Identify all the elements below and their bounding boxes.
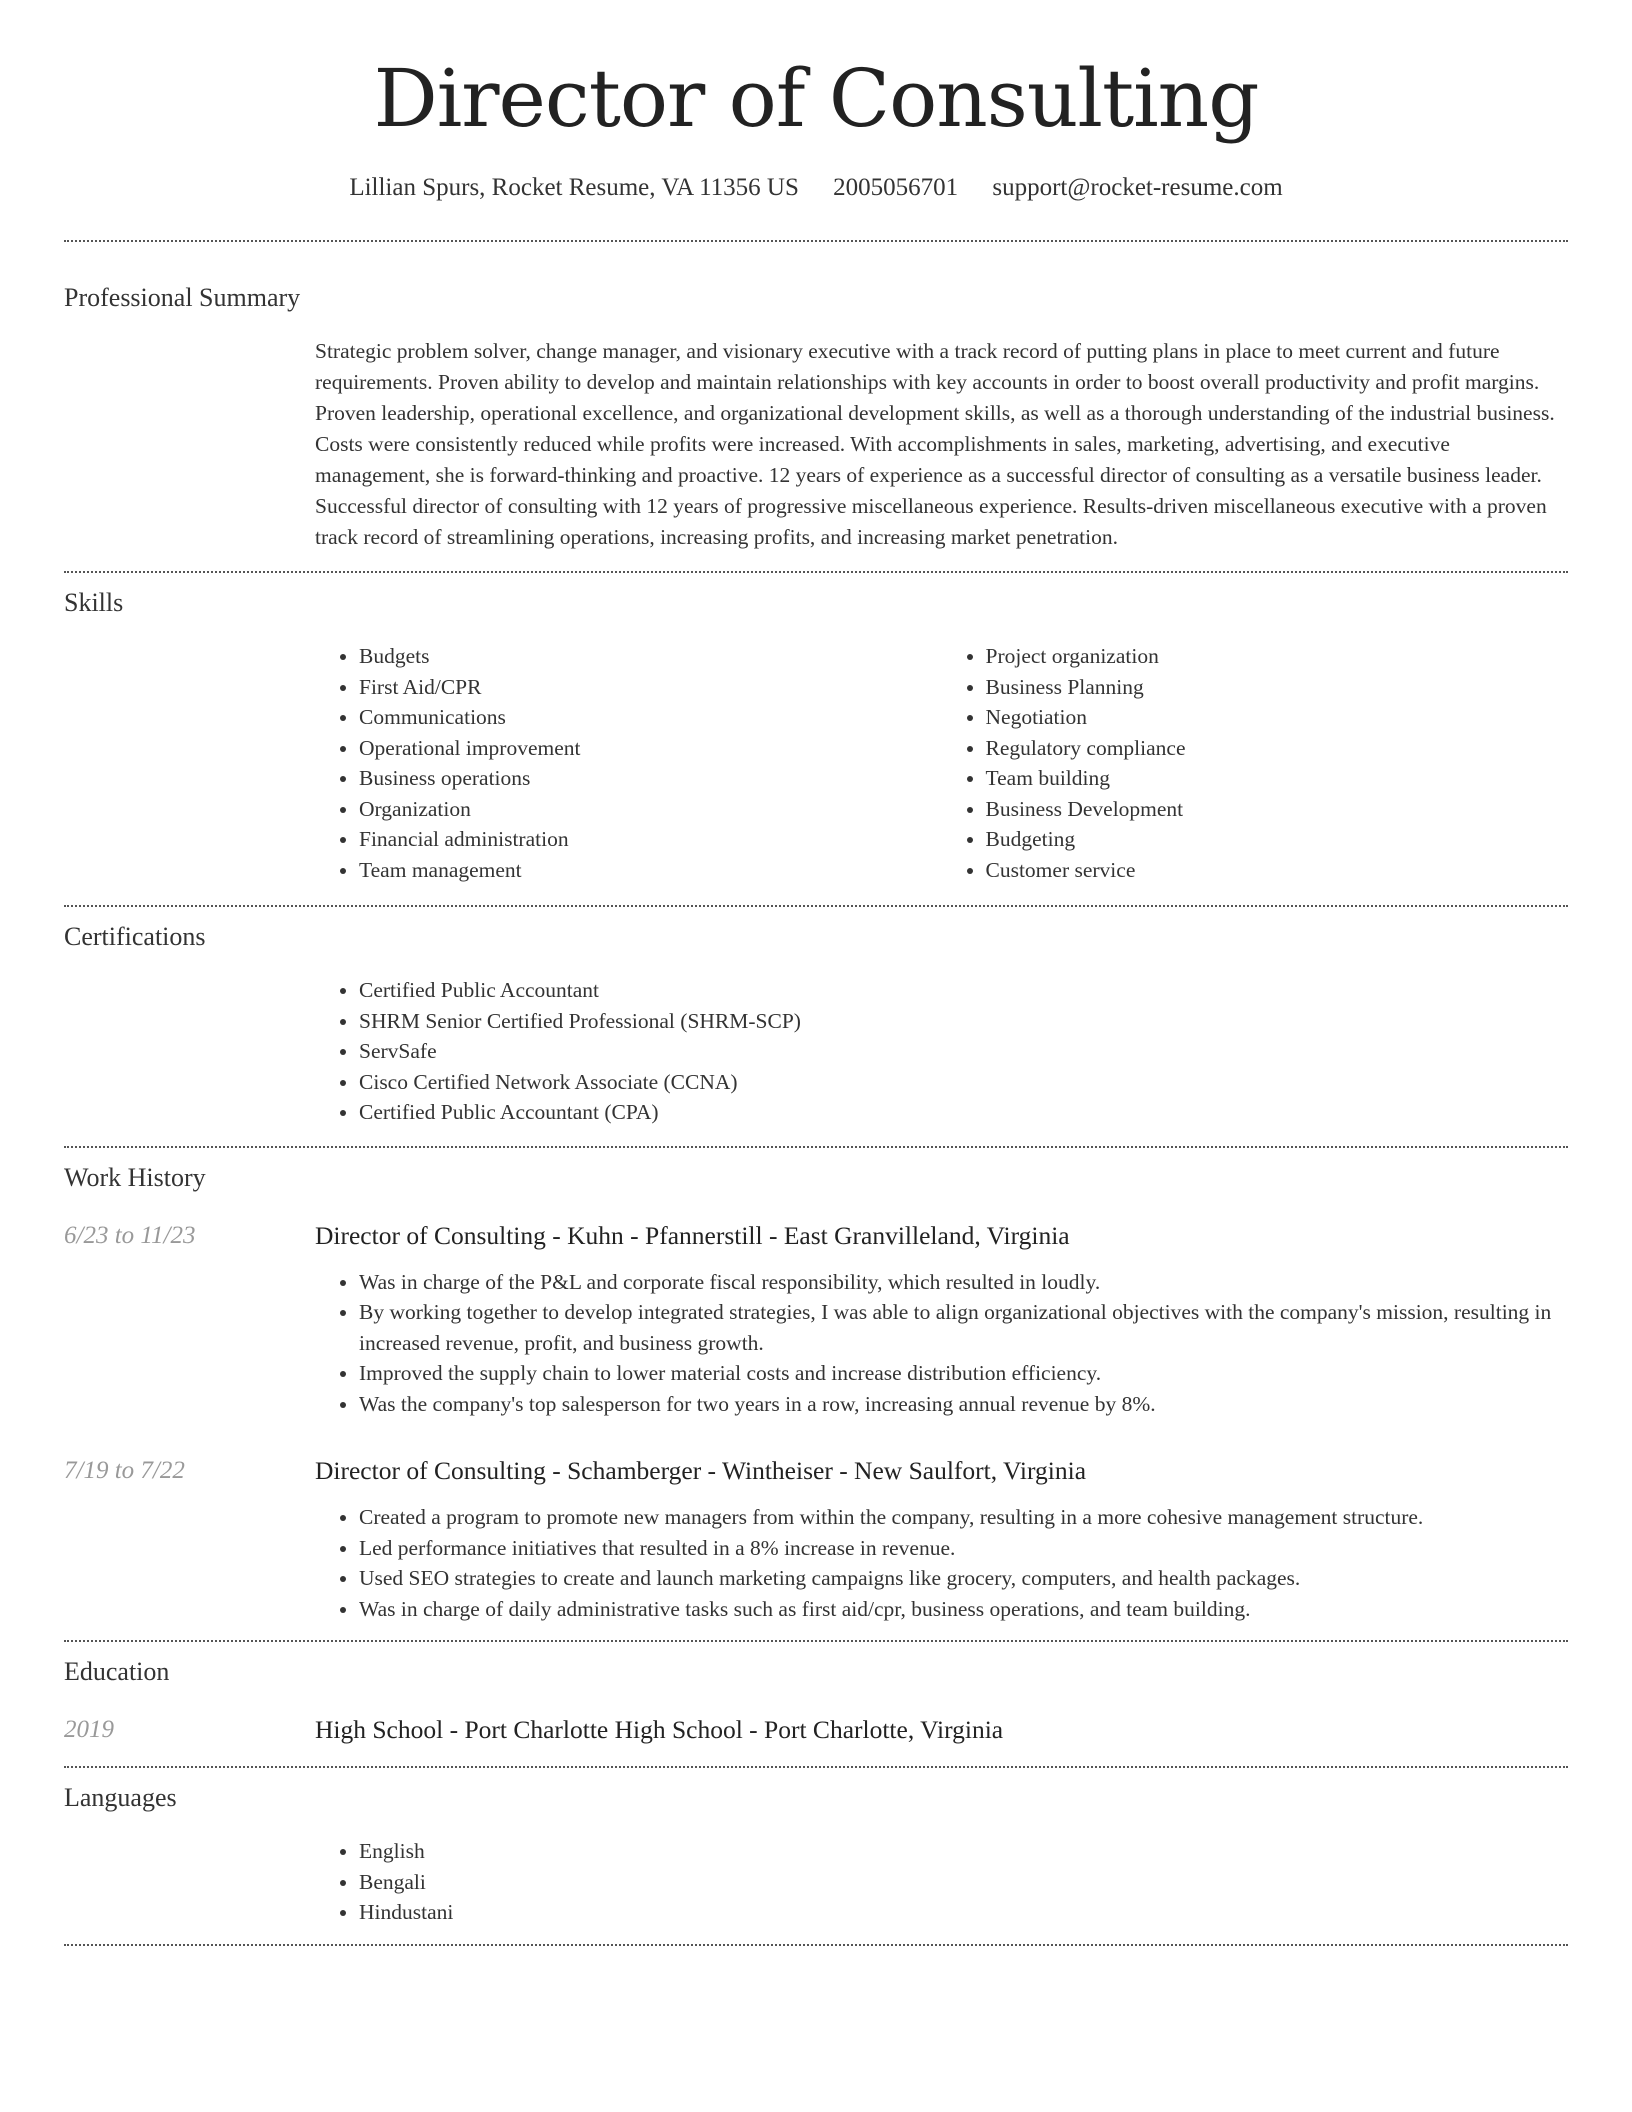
- certifications-section: [64, 907, 1568, 1128]
- list-item: • By working together to develop integrated strategies, I was able to align organizational objectives with the company's mission, resulting in increased revenue, profit, and business growth.: [359, 1297, 1568, 1358]
- contact-line: [64, 174, 1568, 202]
- job-title: Director of Consulting - Kuhn - Pfannerstill - East Granvilleland, Virginia: [315, 1220, 1070, 1250]
- job-entry: [64, 1455, 1568, 1624]
- job-dates: 7/19 to 7/22: [64, 1457, 185, 1484]
- list-item: • Hindustani: [359, 1897, 1568, 1928]
- list-item: • Team management: [359, 855, 942, 886]
- list-item: • Team building: [986, 763, 1569, 794]
- job-entry: [64, 1220, 1568, 1420]
- list-item: • Budgets: [359, 641, 942, 672]
- certifications-list: [315, 975, 1568, 1128]
- summary-text: Strategic problem solver, change manager, and visionary executive with a track record of putting plans in place to meet current and future requirements. Proven ability to develop and maintain relationships with key accounts in order to boost overall productivity and profit margins. Proven leadership, operational excellence, and organizational development skills, as well as a thorough understanding of the industrial business. Costs were consistently reduced while profits were increased. With accomplishments in sales, marketing, advertising, and executive management, she is forward-thinking and proactive. 12 years of experience as a successful director of consulting as a versatile business leader. Successful director of consulting with 12 years of progressive miscellaneous experience. Results-driven miscellaneous executive with a proven track record of streamlining operations, increasing profits, and increasing market penetration.: [315, 339, 1555, 549]
- list-item: • Cisco Certified Network Associate (CCNA): [359, 1067, 1568, 1098]
- education-heading: Education: [64, 1657, 170, 1686]
- list-item: • Project organization: [986, 641, 1569, 672]
- list-item: • Operational improvement: [359, 733, 942, 764]
- skills-list-right: [942, 641, 1569, 885]
- languages-content: [315, 1836, 1568, 1928]
- work-history-heading: Work History: [64, 1162, 206, 1192]
- list-item: • First Aid/CPR: [359, 672, 942, 703]
- skills-heading: Skills: [64, 588, 124, 617]
- languages-list: [315, 1836, 1568, 1928]
- job-bullets: [315, 1502, 1568, 1624]
- education-section: [64, 1642, 1568, 1746]
- list-item: • Certified Public Accountant (CPA): [359, 1097, 1568, 1128]
- education-year: 2019: [64, 1716, 114, 1743]
- list-item: • Business Planning: [986, 672, 1569, 703]
- list-item: • Was the company's top salesperson for two years in a row, increasing annual revenue by 8%.: [359, 1389, 1568, 1420]
- list-item: • Organization: [359, 794, 942, 825]
- list-item: • Negotiation: [986, 702, 1569, 733]
- list-item: • Regulatory compliance: [986, 733, 1569, 764]
- list-item: • Bengali: [359, 1867, 1568, 1898]
- job-body: [315, 1455, 1568, 1624]
- job-dates: 6/23 to 11/23: [64, 1221, 196, 1249]
- certifications-content: [315, 975, 1568, 1128]
- list-item: • Business Development: [986, 794, 1569, 825]
- list-item: • Business operations: [359, 763, 942, 794]
- contact-address: Lillian Spurs, Rocket Resume, VA 11356 US: [349, 174, 799, 201]
- list-item: • Budgeting: [986, 824, 1569, 855]
- list-item: • Was in charge of daily administrative tasks such as first aid/cpr, business operations, and team building.: [359, 1594, 1568, 1625]
- page-title: Director of Consulting: [373, 52, 1259, 145]
- list-item: • Improved the supply chain to lower material costs and increase distribution efficiency.: [359, 1358, 1568, 1389]
- job-body: [315, 1220, 1568, 1420]
- list-item: • English: [359, 1836, 1568, 1867]
- list-item: • ServSafe: [359, 1036, 1568, 1067]
- summary-heading: Professional Summary: [64, 283, 301, 312]
- education-title: High School - Port Charlotte High School - Port Charlotte, Virginia: [315, 1715, 1004, 1744]
- skills-section: [64, 573, 1568, 885]
- contact-email: support@rocket-resume.com: [992, 174, 1283, 201]
- job-title: Director of Consulting - Schamberger - Wintheiser - New Saulfort, Virginia: [315, 1456, 1087, 1485]
- skills-columns: [315, 641, 1568, 885]
- list-item: • Communications: [359, 702, 942, 733]
- languages-section: [64, 1768, 1568, 1928]
- job-bullets: [315, 1267, 1568, 1420]
- list-item: • SHRM Senior Certified Professional (SHRM-SCP): [359, 1006, 1568, 1037]
- contact-phone: 2005056701: [833, 174, 959, 201]
- summary-section: [64, 242, 1568, 553]
- list-item: • Was in charge of the P&L and corporate fiscal responsibility, which resulted in loudly.: [359, 1267, 1568, 1298]
- list-item: • Customer service: [986, 855, 1569, 886]
- list-item: • Financial administration: [359, 824, 942, 855]
- skills-list-left: [315, 641, 942, 885]
- list-item: • Led performance initiatives that resulted in a 8% increase in revenue.: [359, 1533, 1568, 1564]
- work-history-section: [64, 1148, 1568, 1625]
- education-entry: [64, 1714, 1568, 1746]
- divider: [64, 1944, 1568, 1946]
- languages-heading: Languages: [64, 1783, 177, 1812]
- list-item: • Certified Public Accountant: [359, 975, 1568, 1006]
- list-item: • Used SEO strategies to create and launch marketing campaigns like grocery, computers, and health packages.: [359, 1563, 1568, 1594]
- list-item: • Created a program to promote new managers from within the company, resulting in a more cohesive management structure.: [359, 1502, 1568, 1533]
- certifications-heading: Certifications: [64, 922, 206, 951]
